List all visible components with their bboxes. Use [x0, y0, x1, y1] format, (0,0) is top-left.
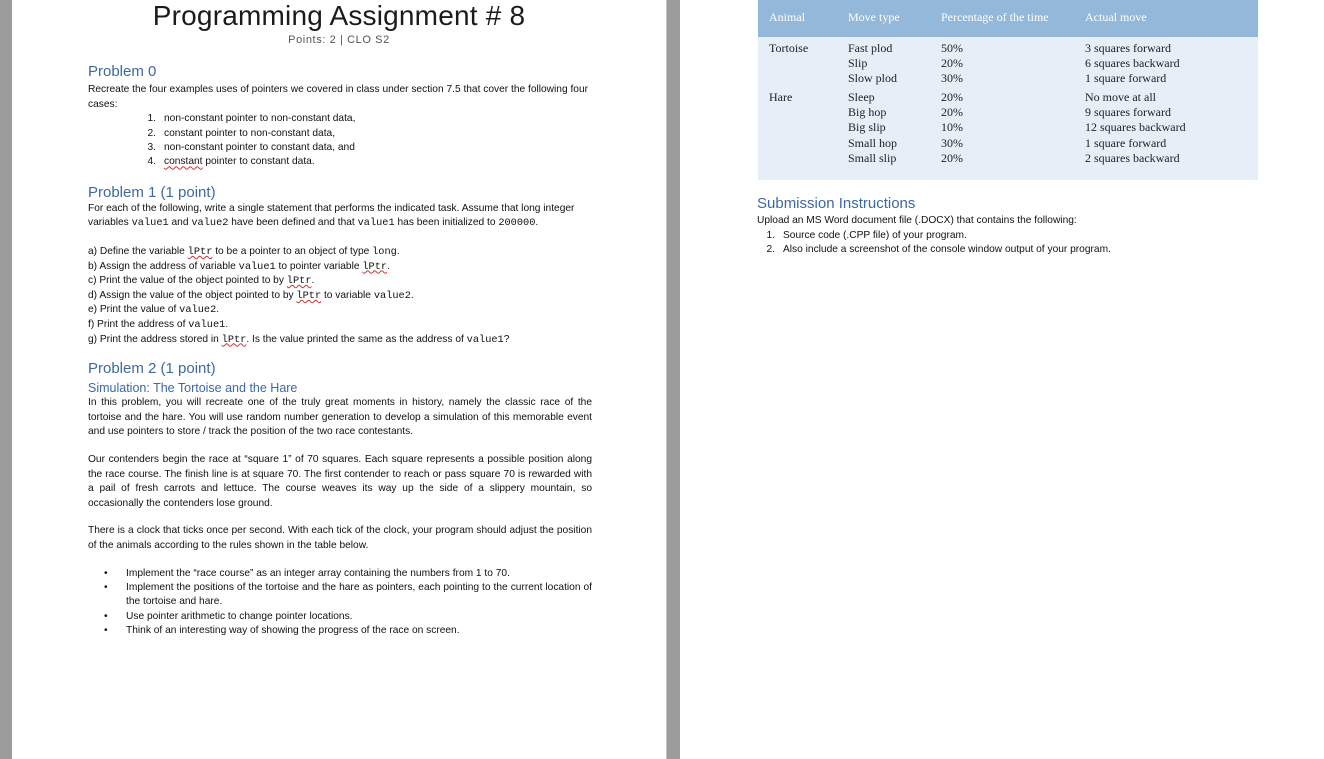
- page1-content: [88, 62, 592, 639]
- document-page-2: [680, 0, 1324, 759]
- task-a: a) Define the variable lPtr to be a pointer to an object of type long.: [88, 246, 400, 258]
- problem2-para2: Our contenders begin the race at “square 1” of 70 squares. Each square represents a possible position along the race course. The finish line is at square 70. The first contender to reach or pass square 70 is rewarded with a pail of fresh carrots and lettuce. The course weaves its way up the side of a slippery mountain, so occasionally the contenders lose ground.: [88, 453, 592, 509]
- table-cell-percentages: 50% 20% 30%: [941, 41, 963, 86]
- table-header-animal: Animal: [769, 10, 805, 24]
- list-item: 1. non-constant pointer to non-constant data,: [147, 113, 356, 125]
- task-e: e) Print the value of value2.: [88, 304, 220, 317]
- problem0-heading: Problem 0: [88, 63, 157, 80]
- problem1-tasks: [88, 245, 592, 347]
- bullet-icon: •: [104, 610, 108, 622]
- bullet-icon: •: [104, 581, 108, 593]
- list-item: • Think of an interesting way of showing the progress of the race on screen.: [88, 624, 592, 638]
- submission-heading: Submission Instructions: [757, 195, 916, 212]
- move-rules-table: [758, 0, 1258, 180]
- submission-body: [757, 214, 1277, 257]
- problem1-heading: Problem 1 (1 point): [88, 183, 216, 201]
- table-cell-moves: 3 squares forward 6 squares backward 1 square forward: [1085, 41, 1180, 86]
- list-item: • Implement the positions of the tortoise and the hare as pointers, each pointing to the current location of the tortoise and hare.: [88, 581, 592, 610]
- table-cell-move-types: Sleep Big hop Big slip Small hop Small slip: [848, 90, 898, 165]
- task-g: g) Print the address stored in lPtr. Is the value printed the same as the address of value1?: [88, 333, 510, 346]
- submission-intro: Upload an MS Word document file (.DOCX) that contains the following:: [757, 215, 1077, 226]
- submission-list: [757, 229, 1277, 258]
- bullet-icon: •: [104, 625, 108, 637]
- document-subtitle: Points: 2 | CLO S2: [288, 34, 390, 46]
- task-c: c) Print the value of the object pointed to by lPtr.: [88, 275, 315, 288]
- table-cell-move-types: Fast plod Slip Slow plod: [848, 41, 898, 86]
- task-d: d) Assign the value of the object pointed to by lPtr to variable value2.: [88, 289, 414, 302]
- list-item: 2. constant pointer to non-constant data,: [147, 127, 336, 139]
- list-item: • Implement the “race course” as an integer array containing the numbers from 1 to 70.: [88, 567, 592, 581]
- task-b: b) Assign the address of variable value1 to pointer variable lPtr.: [88, 260, 390, 273]
- table-cell-moves: No move at all 9 squares forward 12 squares backward 1 square forward 2 squares backward: [1085, 90, 1186, 165]
- problem2-bullets: [88, 567, 592, 639]
- bullet-icon: •: [104, 567, 108, 579]
- table-header-percentage: Percentage of the time: [941, 10, 1049, 24]
- list-item: 1. Source code (.CPP file) of your program.: [766, 229, 967, 241]
- table-header-row: [758, 0, 1258, 37]
- table-header-move-type: Move type: [848, 10, 900, 24]
- table-cell-animal: Tortoise: [769, 41, 809, 55]
- problem2-heading: Problem 2 (1 point): [88, 360, 216, 378]
- problem2-subheading: Simulation: The Tortoise and the Hare: [88, 381, 298, 396]
- problem1-intro: For each of the following, write a single statement that performs the indicated task. Assume that long integer variables value1 and value2 have been defined and that value1 has been initialized to 200000.: [88, 202, 575, 230]
- document-title: Programming Assignment # 8: [152, 0, 526, 31]
- problem2-para1: In this problem, you will recreate one of the truly great moments in history, namely the classic race of the tortoise and the hare. You will use random number generation to develop a simulation of this memorable event and use pointers to store / track the position of the two race contestants.: [88, 397, 592, 438]
- table-cell-animal: Hare: [769, 90, 793, 104]
- problem0-list: [138, 112, 592, 170]
- problem2-para3: There is a clock that ticks once per second. With each tick of the clock, your program should adjust the position of the animals according to the rules shown in the table below.: [88, 525, 592, 551]
- list-item: 2. Also include a screenshot of the console window output of your program.: [766, 244, 1111, 255]
- task-f: f) Print the address of value1.: [88, 318, 229, 331]
- document-page-1: [12, 0, 667, 759]
- table-cell-percentages: 20% 20% 10% 30% 20%: [941, 90, 963, 165]
- problem0-intro: Recreate the four examples uses of pointers we covered in class under section 7.5 that cover the following four cases:: [88, 84, 589, 110]
- list-item: • Use pointer arithmetic to change pointer locations.: [88, 610, 592, 624]
- list-item: 4. constant pointer to constant data.: [147, 156, 315, 168]
- list-item: 3. non-constant pointer to constant data, and: [147, 142, 355, 153]
- table-header-actual-move: Actual move: [1085, 10, 1147, 24]
- spellcheck-word: constant: [164, 156, 203, 168]
